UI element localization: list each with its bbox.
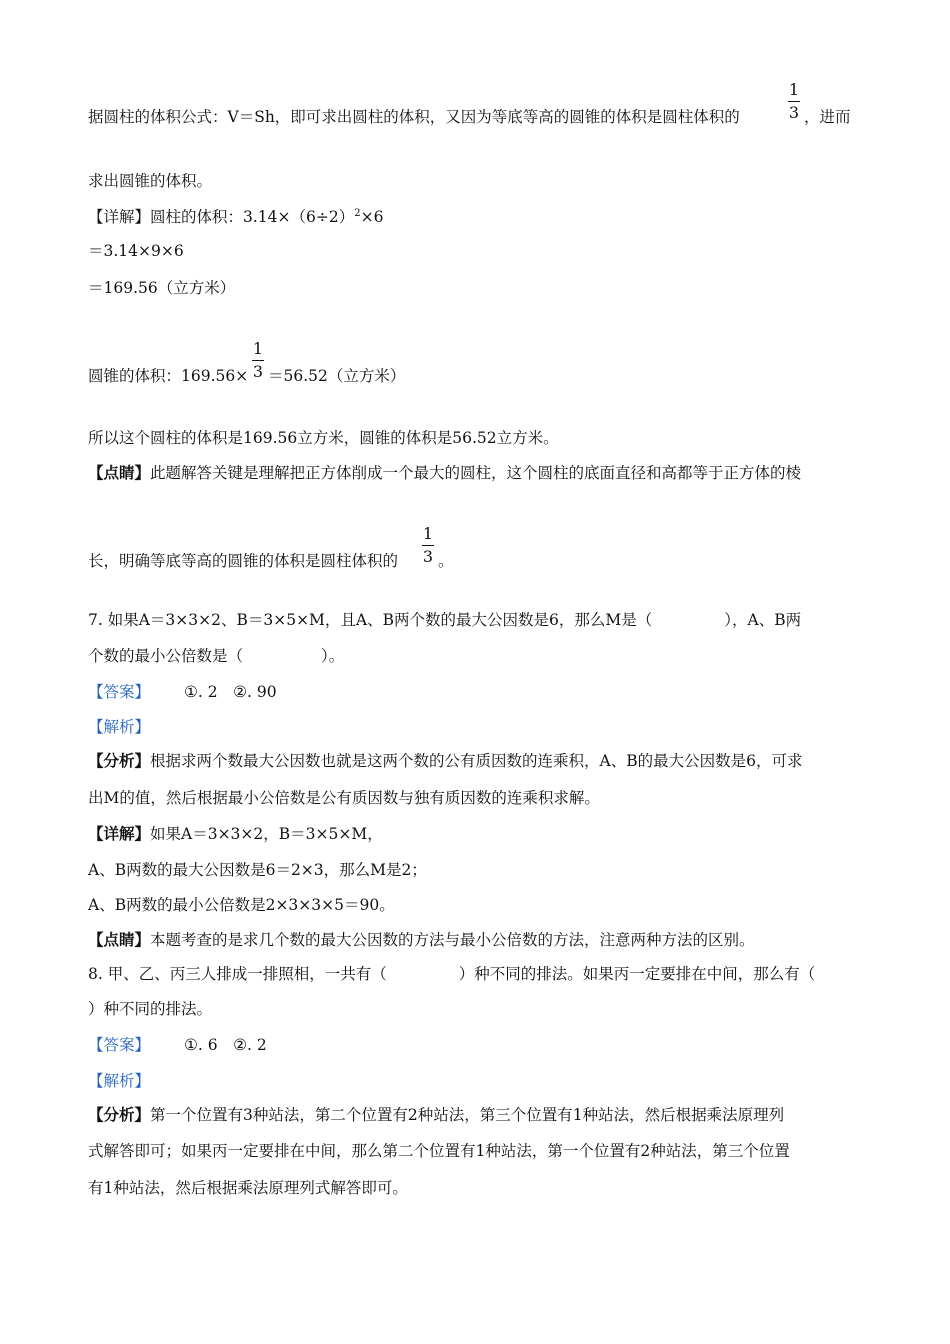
question-8-line-2: ）种不同的排法。 — [88, 1000, 213, 1018]
fraction-denominator: 3 — [422, 547, 434, 566]
answer-tag: 【答案】 — [88, 683, 151, 701]
fraction-one-third — [787, 80, 801, 123]
text-segment: 圆锥的体积：169.56× — [88, 367, 249, 385]
text-segment: 。 — [438, 552, 454, 570]
text-segment: ），A、B两 — [724, 611, 802, 629]
text-segment: 如果A＝3×3×2，B＝3×5×M， — [150, 825, 383, 843]
question-8-fenxi-2: 式解答即可；如果丙一定要排在中间，那么第二个位置有1种站法，第一个位置有2种站法，第三个位置 — [88, 1142, 790, 1160]
text-segment: 长，明确等底等高的圆锥的体积是圆柱体积的 — [88, 552, 399, 570]
note-line-1 — [88, 462, 801, 484]
detail-line-2: ＝3.14×9×6 — [88, 242, 184, 260]
question-7-fenxi-2: 出M的值，然后根据最小公倍数是公有质因数与独有质因数的连乘积求解。 — [88, 789, 600, 807]
question-8-analysis-tag: 【解析】 — [88, 1072, 151, 1090]
fraction-bar — [788, 101, 800, 102]
detail-line-1 — [88, 203, 383, 228]
text-segment: ＝56.52（立方米） — [268, 367, 406, 385]
question-7-analysis-tag: 【解析】 — [88, 718, 151, 736]
text-segment: ×6 — [360, 208, 384, 227]
fraction-numerator: 1 — [788, 80, 800, 99]
detail-tag: 【详解】 — [88, 208, 151, 227]
question-8-fenxi-3: 有1种站法，然后根据乘法原理列式解答即可。 — [88, 1179, 408, 1197]
fraction-one-third — [251, 339, 265, 382]
question-7-detail-2: A、B两数的最大公因数是6＝2×3，那么M是2； — [88, 861, 427, 879]
answer-tag: 【答案】 — [88, 1036, 151, 1054]
question-7-answer — [88, 681, 277, 703]
question-7-detail-3: A、B两数的最小公倍数是2×3×3×5＝90。 — [88, 896, 395, 914]
text-segment: ）种不同的排法。如果丙一定要排在中间，那么有（ — [458, 965, 816, 983]
question-7-fenxi-1 — [88, 750, 802, 772]
note-tag: 【点睛】 — [88, 930, 151, 949]
text-segment: 据圆柱的体积公式：V＝Sh，即可求出圆柱的体积，又因为等底等高的圆锥的体积是圆柱体积的 — [88, 108, 740, 126]
text-segment: ，进而 — [804, 108, 851, 126]
text-segment: ）。 — [321, 647, 345, 665]
answer-text: ①. 6 ②. 2 — [184, 1036, 267, 1054]
fraction-numerator: 1 — [252, 339, 264, 358]
question-8-line-1 — [88, 963, 815, 985]
text-segment: 个数的最小公倍数是（ — [88, 647, 244, 665]
text-segment: 根据求两个数最大公因数也就是这两个数的公有质因数的连乘积，A、B的最大公因数是6，可求 — [150, 752, 803, 770]
fraction-denominator: 3 — [252, 362, 264, 381]
question-7-line-1 — [88, 609, 801, 631]
fraction-bar — [252, 360, 264, 361]
fraction-denominator: 3 — [788, 103, 800, 122]
fraction-numerator: 1 — [422, 524, 434, 543]
explanation-line-2: 求出圆锥的体积。 — [88, 172, 213, 190]
text-segment: 本题考查的是求几个数的最大公因数的方法与最小公倍数的方法，注意两种方法的区别。 — [150, 931, 755, 949]
explanation-line-1-end — [804, 106, 851, 128]
question-7-note — [88, 929, 755, 951]
cone-volume-line — [88, 365, 248, 387]
explanation-line-1 — [88, 106, 740, 128]
note-tag: 【点睛】 — [88, 463, 151, 482]
answer-text: ①. 2 ②. 90 — [184, 683, 277, 701]
question-7-detail-1 — [88, 823, 383, 845]
fraction-bar — [422, 545, 434, 546]
text-segment: 第一个位置有3种站法，第二个位置有2种站法，第三个位置有1种站法，然后根据乘法原理列 — [150, 1106, 785, 1124]
detail-line-3: ＝169.56（立方米） — [88, 279, 236, 297]
text-segment: 此题解答关键是理解把正方体削成一个最大的圆柱，这个圆柱的底面直径和高都等于正方体的棱 — [150, 464, 802, 482]
note-line-2-end — [438, 550, 454, 572]
question-8-fenxi-1 — [88, 1104, 784, 1126]
text-segment: 8. 甲、乙、丙三人排成一排照相，一共有（ — [88, 965, 387, 983]
note-line-2 — [88, 550, 398, 572]
question-7-line-2 — [88, 645, 344, 667]
superscript: 2 — [354, 208, 361, 219]
fenxi-tag: 【分析】 — [88, 751, 151, 770]
text-segment: 圆柱的体积：3.14×（6÷2） — [150, 208, 355, 227]
fraction-one-third — [421, 524, 435, 567]
question-8-answer — [88, 1034, 267, 1056]
text-segment: 7. 如果A＝3×3×2、B＝3×5×M，且A、B两个数的最大公因数是6，那么M是（ — [88, 611, 653, 629]
cone-volume-line-end — [268, 365, 405, 387]
fenxi-tag: 【分析】 — [88, 1105, 151, 1124]
summary-line: 所以这个圆柱的体积是169.56立方米，圆锥的体积是56.52立方米。 — [88, 429, 559, 447]
detail-tag: 【详解】 — [88, 824, 151, 843]
